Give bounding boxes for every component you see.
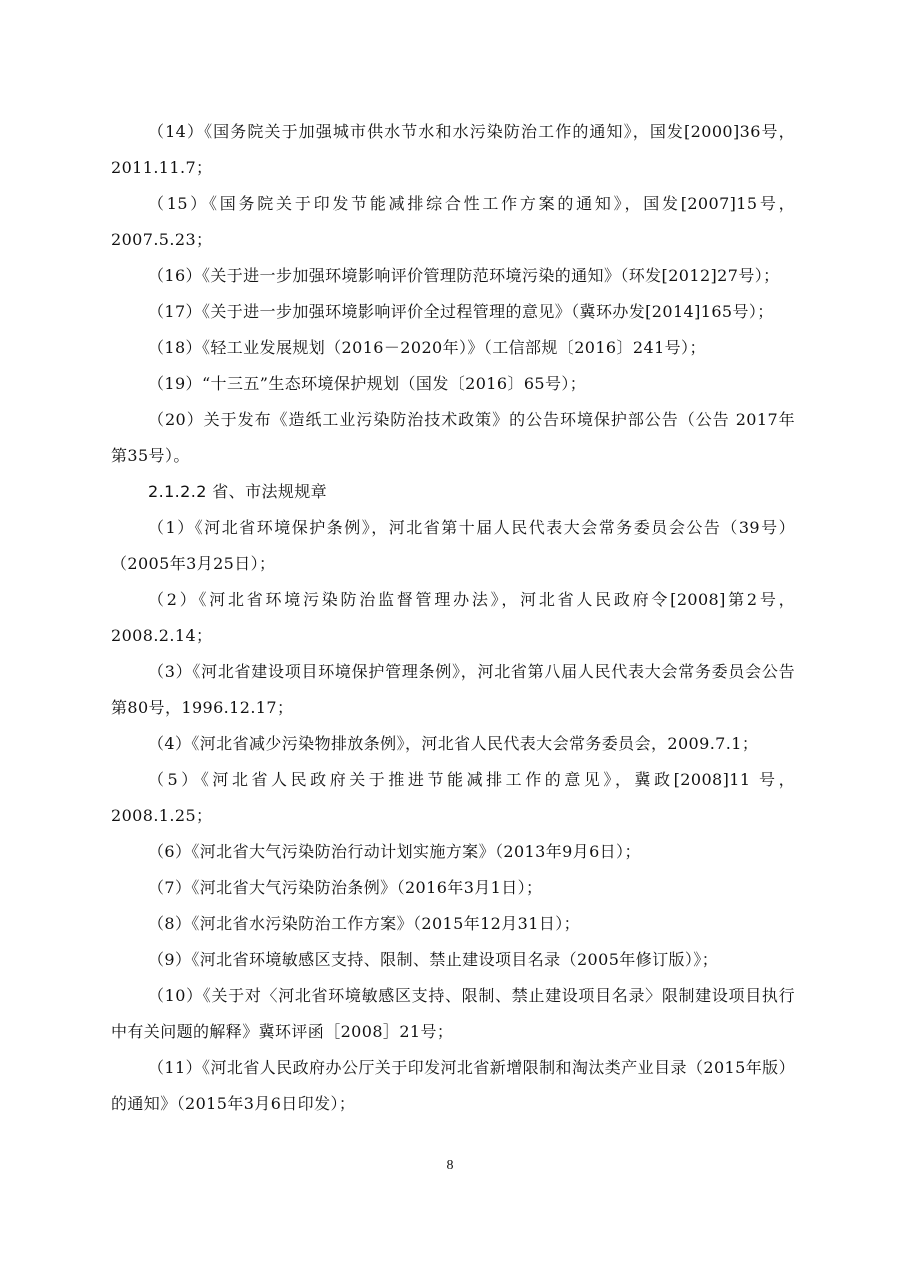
regulation-item-15: （15）《国务院关于印发节能减排综合性工作方案的通知》，国发[2007]15号，2007.5.23； — [111, 194, 795, 249]
provincial-item-9: （9）《河北省环境敏感区支持、限制、禁止建设项目名录（2005年修订版）》； — [148, 950, 719, 969]
regulation-item-16: （16）《关于进一步加强环境影响评价管理防范环境污染的通知》（环发[2012]27号）； — [148, 266, 780, 285]
regulation-item-14: （14）《国务院关于加强城市供水节水和水污染防治工作的通知》，国发[2000]36号，2011.11.7； — [111, 122, 795, 177]
provincial-item-10: （10）《关于对〈河北省环境敏感区支持、限制、禁止建设项目名录〉限制建设项目执行中有关问题的解释》冀环评函［2008］21号； — [111, 986, 795, 1041]
provincial-item-1: （1）《河北省环境保护条例》，河北省第十届人民代表大会常务委员会公告（39号）（2005年3月25日）； — [111, 518, 795, 573]
regulation-item-18: （18）《轻工业发展规划（2016－2020年）》（工信部规〔2016〕241号）； — [148, 338, 706, 357]
provincial-item-3: （3）《河北省建设项目环境保护管理条例》，河北省第八届人民代表大会常务委员会公告第80号，1996.12.17； — [111, 662, 795, 717]
provincial-item-2: （2）《河北省环境污染防治监督管理办法》，河北省人民政府令[2008]第2号，2008.2.14； — [111, 590, 795, 645]
page-number: 8 — [446, 1158, 454, 1173]
document-body — [111, 114, 795, 1122]
provincial-item-7: （7）《河北省大气污染防治条例》（2016年3月1日）； — [148, 878, 543, 897]
regulation-item-19: （19）“十三五”生态环境保护规划（国发〔2016〕65号）； — [148, 374, 587, 393]
provincial-item-11: （11）《河北省人民政府办公厅关于印发河北省新增限制和淘汰类产业目录（2015年版）的通知》（2015年3月6日印发）； — [111, 1058, 795, 1113]
regulation-item-20: （20）关于发布《造纸工业污染防治技术政策》的公告环境保护部公告（公告 2017年 第35号）。 — [111, 410, 795, 465]
section-heading: 2.1.2.2 省、市法规规章 — [148, 482, 328, 501]
provincial-item-4: （4）《河北省减少污染物排放条例》，河北省人民代表大会常务委员会，2009.7.1； — [148, 734, 759, 753]
provincial-item-5: （5）《河北省人民政府关于推进节能减排工作的意见》，冀政[2008]11 号，2008.1.25； — [111, 770, 795, 825]
regulation-item-17: （17）《关于进一步加强环境影响评价全过程管理的意见》（冀环办发[2014]165号）； — [148, 302, 774, 321]
provincial-item-6: （6）《河北省大气污染防治行动计划实施方案》（2013年9月6日）； — [148, 842, 641, 861]
provincial-item-8: （8）《河北省水污染防治工作方案》（2015年12月31日）； — [148, 914, 581, 933]
